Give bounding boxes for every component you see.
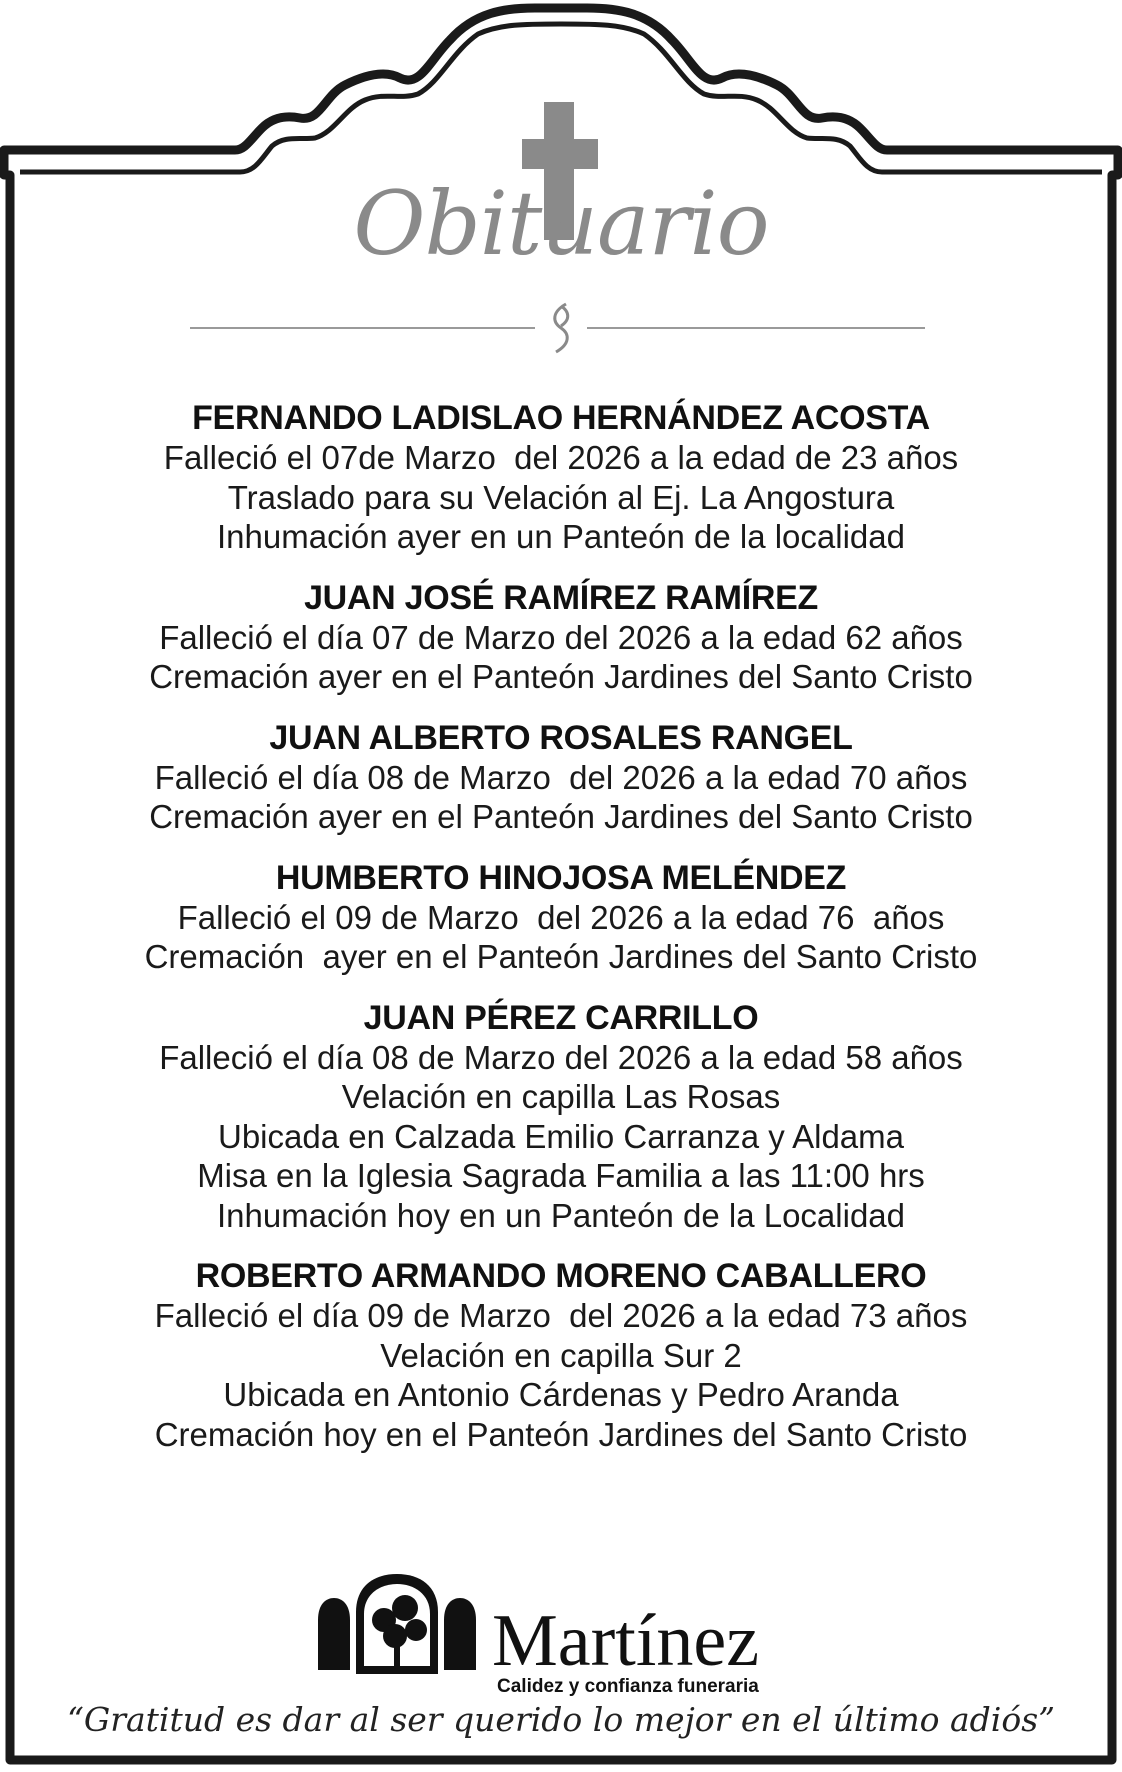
funeral-home-tagline: Calidez y confianza funeraria [497,1676,759,1697]
obituary-detail-line: Velación en capilla Las Rosas [341,1078,781,1115]
obituary-title: Obituario [353,172,769,275]
obituary-entry [60,398,1062,557]
obituary-detail-line: Falleció el 09 de Marzo del 2026 a la edad 76 años [177,898,945,936]
obituary-list [60,398,1062,1475]
deceased-name: HUMBERTO HINOJOSA MELÉNDEZ [275,858,847,897]
funeral-home-name: Martínez [492,1600,760,1682]
obituary-entry [60,718,1062,837]
obituary-detail-line: Cremación ayer en el Panteón Jardines del Santo Cristo [144,938,978,975]
deceased-name: JUAN ALBERTO ROSALES RANGEL [269,718,853,757]
deceased-name: ROBERTO ARMANDO MORENO CABALLERO [195,1257,927,1295]
scroll-ornament-icon [555,304,568,352]
obituary-detail-line: Falleció el 07de Marzo del 2026 a la edad de 23 años [163,439,959,476]
obituary-entry [60,578,1062,697]
obituary-detail-line: Misa en la Iglesia Sagrada Familia a las 11:00 hrs [197,1157,925,1194]
obituary-entry [60,858,1062,977]
deceased-name: JUAN PÉREZ CARRILLO [363,998,759,1037]
obituary-entry [60,998,1062,1236]
obituary-detail-line: Traslado para su Velación al Ej. La Angostura [227,478,895,516]
obituary-detail-line: Falleció el día 08 de Marzo del 2026 a la edad 70 años [154,758,968,796]
obituary-detail-line: Falleció el día 08 de Marzo del 2026 a la edad 58 años [159,1038,963,1076]
obituary-entry [60,1256,1062,1454]
deceased-name: FERNANDO LADISLAO HERNÁNDEZ ACOSTA [192,399,930,437]
obituary-detail-line: Cremación ayer en el Panteón Jardines del Santo Cristo [149,798,973,835]
obituary-detail-line: Falleció el día 09 de Marzo del 2026 a la edad 73 años [154,1297,968,1334]
obituary-detail-line: Inhumación ayer en un Panteón de la localidad [217,518,905,555]
chapel-tree-logo-icon [318,1574,476,1674]
deceased-name: JUAN JOSÉ RAMÍREZ RAMÍREZ [304,578,818,617]
obituary-detail-line: Ubicada en Antonio Cárdenas y Pedro Aranda [223,1376,899,1413]
obituary-detail-line: Ubicada en Calzada Emilio Carranza y Aldama [217,1117,904,1155]
obituary-detail-line: Cremación ayer en el Panteón Jardines del Santo Cristo [149,658,973,695]
obituary-detail-line: Cremación hoy en el Panteón Jardines del Santo Cristo [154,1415,968,1453]
obituary-detail-line: Inhumación hoy en un Panteón de la Localidad [216,1196,906,1234]
obituary-detail-line: Velación en capilla Sur 2 [380,1336,742,1374]
obituary-detail-line: Falleció el día 07 de Marzo del 2026 a la edad 62 años [159,618,963,656]
closing-quote: “Gratitud es dar al ser querido lo mejor en el último adiós” [66,1700,1056,1739]
